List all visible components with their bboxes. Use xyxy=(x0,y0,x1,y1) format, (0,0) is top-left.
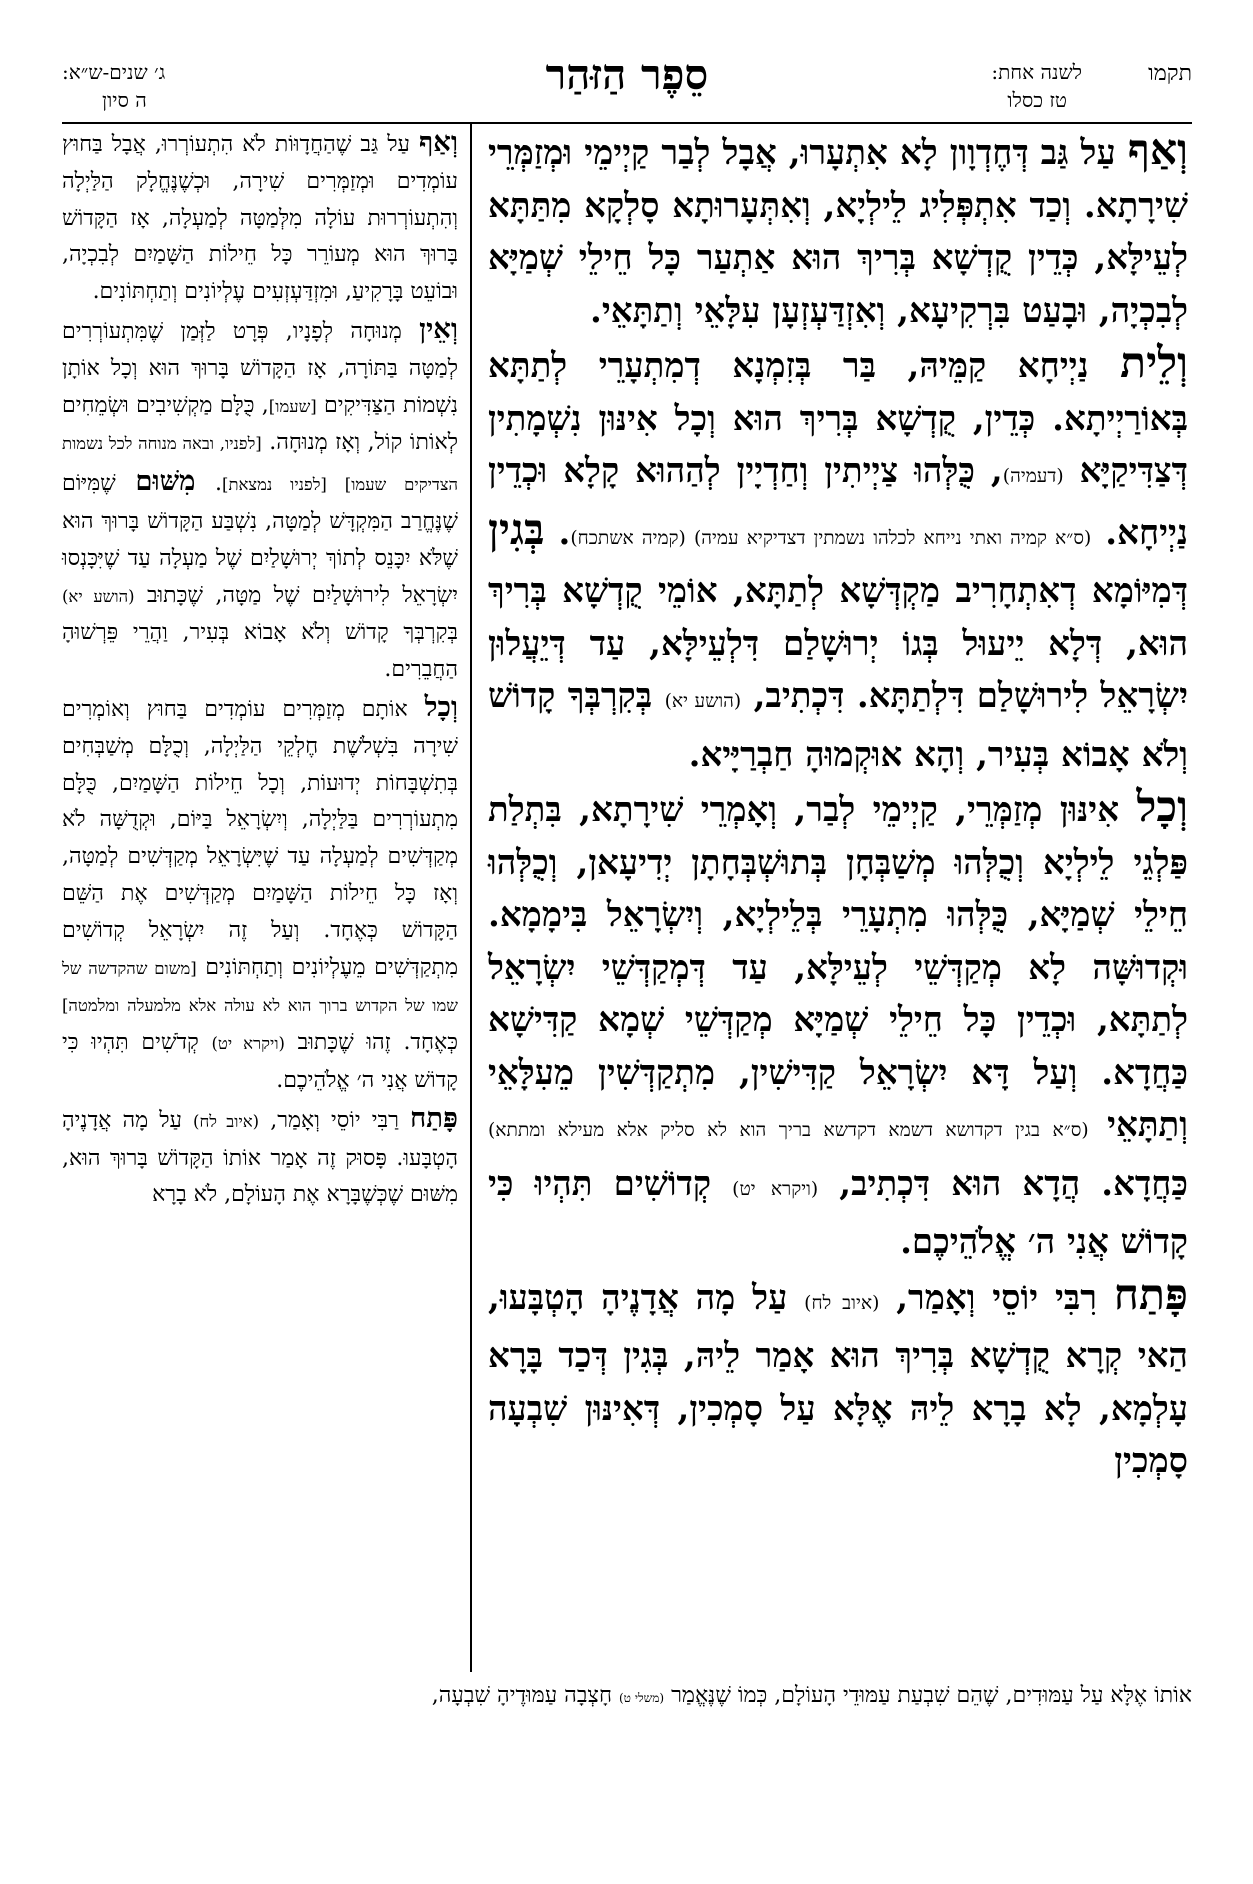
aramaic-paragraph xyxy=(488,124,1188,337)
continuation-text: אוֹתוֹ אֶלָּא עַל עַמּוּדִים, שֶׁהֵם שִׁבְעַת עַמּוּדֵי הָעוֹלָם, כְּמוֹ שֶׁנֶּאֱמַר xyxy=(664,1683,1192,1708)
paragraph-text: . xyxy=(195,471,223,497)
opening-word: פָּתַח xyxy=(409,1101,458,1134)
paragraph-text: עַל גַּב שֶׁהַחֲדָוּוֹת לֹא הִתְעוֹרְרוּ, אֲבָל בַּחוּץ עוֹמְדִים וּמְזַמְּרִים שִׁירָה, וּכְשֶׁנֶּחֱלָק הַלַּיְלָה וְהִתְעוֹרְרוּת עוֹלָה מִלְּמַטָּה לְמַעְלָה, אָז הַקָּדוֹשׁ בָּרוּךְ הוּא מְעוֹרֵר כָּל חֵילוֹת הַשָּׁמַיִם לְבִכְיָה, וּבוֹעֵט בָּרָקִיעַ, וּמִזְדַּעְזְעִים עֶלְיוֹנִים וְתַחְתּוֹנִים. xyxy=(62,132,458,305)
opening-word: וְאַף xyxy=(419,126,458,158)
paragraph-text: כְּאֶחָד. זֶהוּ שֶׁכָּתוּב xyxy=(284,1030,458,1056)
paragraph-text: עַל גַּב דְּחֶדְוָון לָא אִתְעָרוּ, אֲבָל לְבַר קַיְימֵי וּמְזַמְּרֵי שִׁירָתָא. וְכַד אִתְפְּלִיג לֵילְיָא, וְאִתְּעָרוּתָא סָלְקָא מִתַּתָּא לְעֵילָּא, כְּדֵין קֻדְשָׁא בְּרִיךְ הוּא אַתְעַר כָּל חֵילֵי שְׁמַיָּא לְבִכְיָה, וּבָעַט בִּרְקִיעָא, וְאִזְדַּעְזְעָן עִלָּאֵי וְתַתָּאֵי. xyxy=(488,133,1188,331)
variant-note: (ס״א קמיה ואתי נייחא לכלהו נשמתין דצדיקיא עמיה) (קמיה אשתכח) xyxy=(570,527,1092,549)
paragraph-text: כַּחֲדָא. הֲדָא הוּא דִּכְתִיב, xyxy=(818,1163,1189,1204)
verse-citation: (ויקרא יט) xyxy=(211,1034,285,1054)
paragraph-text: נַיְיחָא קַמֵּיהּ, בַּר בְּזִמְנָא דְמִתְעָרֵי לְתַתָּא בְּאוֹרַיְיתָא. כְּדֵין, קֻדְשָׁא בְּרִיךְ הוּא וְכָל אִינּוּן נִשְׁמָתִין דְּצַדִּיקַיָּא xyxy=(488,346,1188,491)
aramaic-paragraph xyxy=(488,337,1188,781)
yearly-cycle-date: טז כסלו xyxy=(1007,88,1067,112)
verse-citation: (משלי ט) xyxy=(618,1691,665,1705)
verse-citation: (הושע יא) xyxy=(664,691,742,712)
page-number: תקמו xyxy=(1148,61,1192,86)
paragraph-text: קְדֹשִׁים תִּהְיוּ כִּי קָדוֹשׁ אֲנִי ה׳ אֱלֹהֵיכֶם. xyxy=(62,1030,458,1093)
variant-note: (דעמיה) xyxy=(1002,466,1064,487)
paragraph-text: עַל מָה אֲדָנֶיהָ הָטְבָּעוּ. פָּסוּק זֶה אָמַר אוֹתוֹ הַקָּדוֹשׁ בָּרוּךְ הוּא, מִשּׁוּם שֶׁכְּשֶׁבָּרָא אֶת הָעוֹלָם, לֹא בָרָא xyxy=(62,1107,458,1208)
paragraph-text: מְנוּחָה לְפָנָיו, פְּרָט לַזְּמַן שֶׁמִּתְעוֹרְרִים לְמַטָּה בַּתּוֹרָה, אָז הַקָּדוֹשׁ בָּרוּךְ הוּא וְכָל אוֹתָן נִשְׁמוֹת הַצַּדִּיקִים xyxy=(62,318,458,418)
hebrew-paragraph xyxy=(62,1100,458,1214)
continuation-line xyxy=(62,1676,1192,1716)
continuation-text: חָצְבָה עַמּוּדֶיהָ שִׁבְעָה, xyxy=(431,1683,619,1708)
variant-note: [שעמו] xyxy=(268,396,317,416)
paragraph-text: רַבִּי יוֹסֵי וְאָמַר, xyxy=(259,1107,410,1133)
opening-word: פָּתַח xyxy=(1113,1269,1188,1320)
paragraph-text: בְּקִרְבְּךָ קָדוֹשׁ וְלֹא אָבוֹא בְּעִיר, וַהֲרֵי פֵּרְשׁוּהָ הַחֲבֵרִים. xyxy=(62,620,458,683)
aramaic-column xyxy=(488,124,1188,1672)
verse-citation: (ויקרא יט) xyxy=(732,1178,819,1200)
verse-citation: (איוב לח) xyxy=(804,1292,880,1314)
paragraph-text: רִבִּי יוֹסֵי וְאָמַר, xyxy=(879,1277,1114,1318)
opening-word: וְכָל xyxy=(424,690,458,723)
paragraph-text: אוֹתָם מְזַמְּרִים עוֹמְדִים בַּחוּץ וְאוֹמְרִים שִׁירָה בִּשְׁלֹשֶׁת חֶלְקֵי הַלַּיְלָה, וְכֻלָּם מְשַׁבְּחִים בְּתִשְׁבָּחוֹת יְדוּעוֹת, וְכָל חֵילוֹת הַשָּׁמַיִם, כֻּלָּם מִתְעוֹרְרִים בַּלַּיְלָה, וְיִשְׂרָאֵל בַּיּוֹם, וּקְדֻשָּׁה לֹא מְקַדְּשִׁים לְמַעְלָה עַד שֶׁיִּשְׂרָאֵל מְקַדְּשִׁים לְמַטָּה, וְאָז כָּל חֵילוֹת הַשָּׁמַיִם מְקַדְּשִׁים אֶת הַשֵּׁם הַקָּדוֹשׁ כְּאֶחָד. וְעַל זֶה יִשְׂרָאֵל קְדוֹשִׁים מִתְקַדְּשִׁים מֵעֶלְיוֹנִים וְתַחְתּוֹנִים xyxy=(62,696,458,980)
variant-note: (ס״א בגין דקדושא דשמא דקדשא בריך הוא לא סליק אלא מעילא ומתתא) xyxy=(488,1120,1089,1141)
hebrew-translation-column xyxy=(62,124,458,1672)
paragraph-text: , כֻּלָּם מַקְשִׁיבִים וּשְׂמֵחִים לְאוֹתוֹ קוֹל, וְאָז מְנוּחָה. xyxy=(62,392,458,456)
variant-note: [לפניו, ובאה מנוחה לכל נשמות הצדיקים שעמו] [לפניו נמצאת] xyxy=(62,434,458,495)
opening-word: וְכָל xyxy=(1136,782,1188,832)
variant-note: [משום שהקדשה של שמו של הקדוש ברוך הוא לא עולה אלא מלמעלה ומלמטה] xyxy=(62,958,458,1016)
hebrew-paragraph xyxy=(62,689,458,1100)
three-year-cycle-date: ה סיון xyxy=(102,88,147,112)
paragraph-text: עַל מָה אֲדָנֶיהָ הָטְבָּעוּ, הַאי קְרָא קֻדְשָׁא בְּרִיךְ הוּא אָמַר לֵיהּ, בְּגִין דְּכַד בָּרָא עָלְמָא, לָא בָרָא לֵיהּ אֶלָּא עַל סָמְכִין, דְּאִינּוּן שִׁבְעָה סָמְכִין xyxy=(488,1277,1188,1481)
page-header xyxy=(62,52,1192,122)
three-year-cycle-label: ג׳ שנים-ש״א: xyxy=(62,60,166,84)
paragraph-text: , כֻּלְּהוּ צַיְיתִין וְחַדְיָין לְהַהוּא קָלָא וּכְדֵין נַיְיחָא. xyxy=(488,451,1188,553)
opening-word: וְאַף xyxy=(1127,125,1188,175)
paragraph-text: קְדוֹשִׁים תִּהְיוּ כִּי קָדוֹשׁ אֲנִי ה׳ אֱלֹהֵיכֶם. xyxy=(488,1163,1188,1262)
verse-citation: (הושע יא) xyxy=(62,586,135,606)
opening-word: מִשּׁוּם xyxy=(135,465,196,498)
paragraph-text: שֶׁמִּיּוֹם שֶׁנֶּחֱרַב הַמִּקְדָּשׁ לְמַטָּה, נִשְׁבַּע הַקָּדוֹשׁ בָּרוּךְ הוּא שֶׁלֹּא יִכָּנֵס לְתוֹךְ יְרוּשָׁלַיִם שֶׁל מַעְלָה עַד שֶׁיִּכָּנְסוּ יִשְׂרָאֵל לִירוּשָׁלַיִם שֶׁל מַטָּה, שֶׁכָּתוּב xyxy=(62,471,458,608)
paragraph-text: בְּקִרְבְּךָ קָדוֹשׁ וְלֹא אָבוֹא בְּעִיר, וְהָא אוּקְמוּהָ חַבְרַיָּיא. xyxy=(488,676,1188,775)
opening-word: וְאֵין xyxy=(419,312,458,345)
column-divider xyxy=(470,124,472,1672)
paragraph-text: אִינּוּן מְזַמְּרֵי, קַיְימֵי לְבַר, וְאָמְרֵי שִׁירָתָא, בִּתְלַת פַּלְגֵי לֵילְיָא וְכֻלְּהוּ מְשַׁבְּחָן בְּתוּשְׁבְּחָתָן יְדִיעָאן, וְכֻלְּהוּ חֵילֵי שְׁמַיָּא, כֻּלְּהוּ מִתְעָרֵי בְּלֵילְיָא, וְיִשְׂרָאֵל בִּימָמָא. וּקְדוּשָּׁה לָא מְקַדְּשֵׁי לְעֵילָּא, עַד דְּמְקַדְּשֵׁי יִשְׂרָאֵל לְתַתָּא, וּכְדֵין כָּל חֵילֵי שְׁמַיָּא מְקַדְּשֵׁי שְׁמָא קַדִּישָׁא כַּחֲדָא. וְעַל דָּא יִשְׂרָאֵל קַדִּישִׁין, מִתְקַדְּשִׁין מֵעִלָּאֵי וְתַתָּאֵי xyxy=(488,790,1188,1145)
hebrew-paragraph xyxy=(62,311,458,689)
book-title: סֵפֶר הַזּהַר xyxy=(545,50,709,99)
opening-word: בְּגִין xyxy=(488,504,545,555)
opening-word: וְלֵית xyxy=(1120,338,1188,388)
verse-citation: (איוב לח) xyxy=(193,1111,260,1131)
yearly-cycle-label: לשנה אחת: xyxy=(991,60,1082,84)
paragraph-text: דְּמִיּוֹמָא דְאִתְחָרִיב מַקְדְּשָׁא לְתַתָּא, אוֹמֵי קֻדְשָׁא בְּרִיךְ הוּא, דְּלָא יֵיעוּל בְּגוֹ יְרוּשָׁלַם דִּלְעֵילָּא, עַד דְּיֵעֲלוּן יִשְׂרָאֵל לִירוּשָׁלַם דִּלְתַתָּא. דִּכְתִיב, xyxy=(488,571,1188,716)
aramaic-paragraph xyxy=(488,1269,1188,1488)
aramaic-paragraph xyxy=(488,781,1188,1269)
hebrew-paragraph xyxy=(62,124,458,311)
paragraph-text: . xyxy=(544,512,571,553)
